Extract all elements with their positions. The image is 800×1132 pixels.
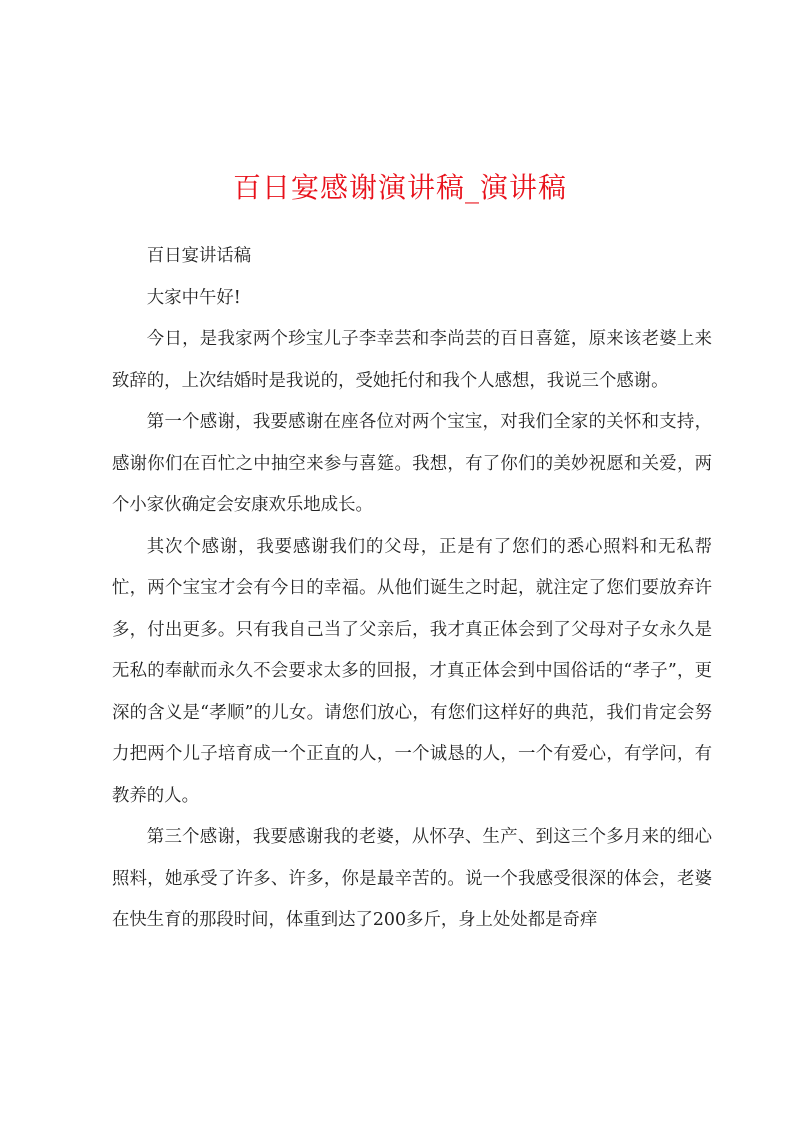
document-body — [112, 236, 712, 942]
paragraph-intro: 今日，是我家两个珍宝儿子李幸芸和李尚芸的百日喜筵，原来该老婆上来致辞的，上次结婚时是我说的，受她托付和我个人感想，我说三个感谢。 — [112, 329, 712, 391]
paragraph-second-thanks: 其次个感谢，我要感谢我们的父母，正是有了您们的悉心照料和无私帮忙，两个宝宝才会有今日的幸福。从他们诞生之时起，就注定了您们要放弃许多，付出更多。只有我自己当了父亲后，我才真正体会到了父母对子女永久是无私的奉献而永久不会要求太多的回报，才真正体会到中国俗话的“孝子”，更深的含义是“孝顺”的儿女。请您们放心，有您们这样好的典范，我们肯定会努力把两个儿子培育成一个正直的人，一个诚恳的人，一个有爱心，有学问，有教养的人。 — [112, 536, 712, 806]
paragraph-speech-heading: 百日宴讲话稿 — [146, 246, 252, 266]
document-title: 百日宴感谢演讲稿_演讲稿 — [232, 171, 567, 204]
paragraph-first-thanks: 第一个感谢，我要感谢在座各位对两个宝宝，对我们全家的关怀和支持，感谢你们在百忙之中抽空来参与喜筵。我想，有了你们的美妙祝愿和关爱，两个小家伙确定会安康欢乐地成长。 — [112, 412, 712, 515]
paragraph-greeting: 大家中午好! — [146, 287, 241, 308]
paragraph-third-thanks: 第三个感谢，我要感谢我的老婆，从怀孕、生产、到这三个多月来的细心照料，她承受了许多、许多，你是最辛苦的。说一个我感受很深的体会，老婆在快生育的那段时间，体重到达了200多斤，身上处处都是奇痒 — [112, 827, 712, 930]
